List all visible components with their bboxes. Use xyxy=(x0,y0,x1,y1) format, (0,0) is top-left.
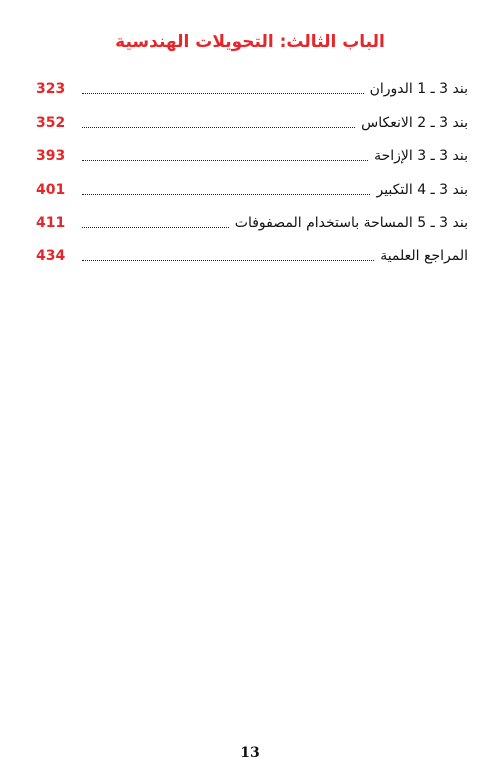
toc-entry-label: المراجع العلمية xyxy=(380,248,468,265)
toc-entry-page: 393 xyxy=(36,148,66,165)
dot-leader xyxy=(82,259,374,261)
toc-entry xyxy=(36,133,468,166)
toc-entry xyxy=(36,200,468,233)
page-number: 13 xyxy=(240,745,260,761)
toc-entry-page: 434 xyxy=(36,248,66,265)
toc-entry-page: 411 xyxy=(36,214,66,231)
toc-entry-label: بند 3 ـ 2 الانعكاس xyxy=(361,114,468,131)
table-of-contents xyxy=(36,66,468,266)
toc-entry-page: 323 xyxy=(36,81,66,98)
toc-entry xyxy=(36,233,468,266)
toc-entry-page: 352 xyxy=(36,114,66,131)
toc-entry-label: بند 3 ـ 4 التكبير xyxy=(376,181,468,198)
dot-leader xyxy=(82,126,355,128)
dot-leader xyxy=(82,193,370,195)
toc-entry-label: بند 3 ـ 5 المساحة باستخدام المصفوفات xyxy=(234,214,468,231)
toc-entry-label: بند 3 ـ 3 الإزاحة xyxy=(374,148,468,165)
toc-entry xyxy=(36,166,468,199)
toc-entry-label: بند 3 ـ 1 الدوران xyxy=(369,81,468,98)
dot-leader xyxy=(82,159,368,161)
dot-leader xyxy=(82,92,364,94)
toc-entry-page: 401 xyxy=(36,181,66,198)
chapter-title: الباب الثالث: التحويلات الهندسية xyxy=(115,32,385,52)
toc-entry xyxy=(36,66,468,99)
dot-leader xyxy=(82,226,229,228)
toc-entry xyxy=(36,99,468,132)
